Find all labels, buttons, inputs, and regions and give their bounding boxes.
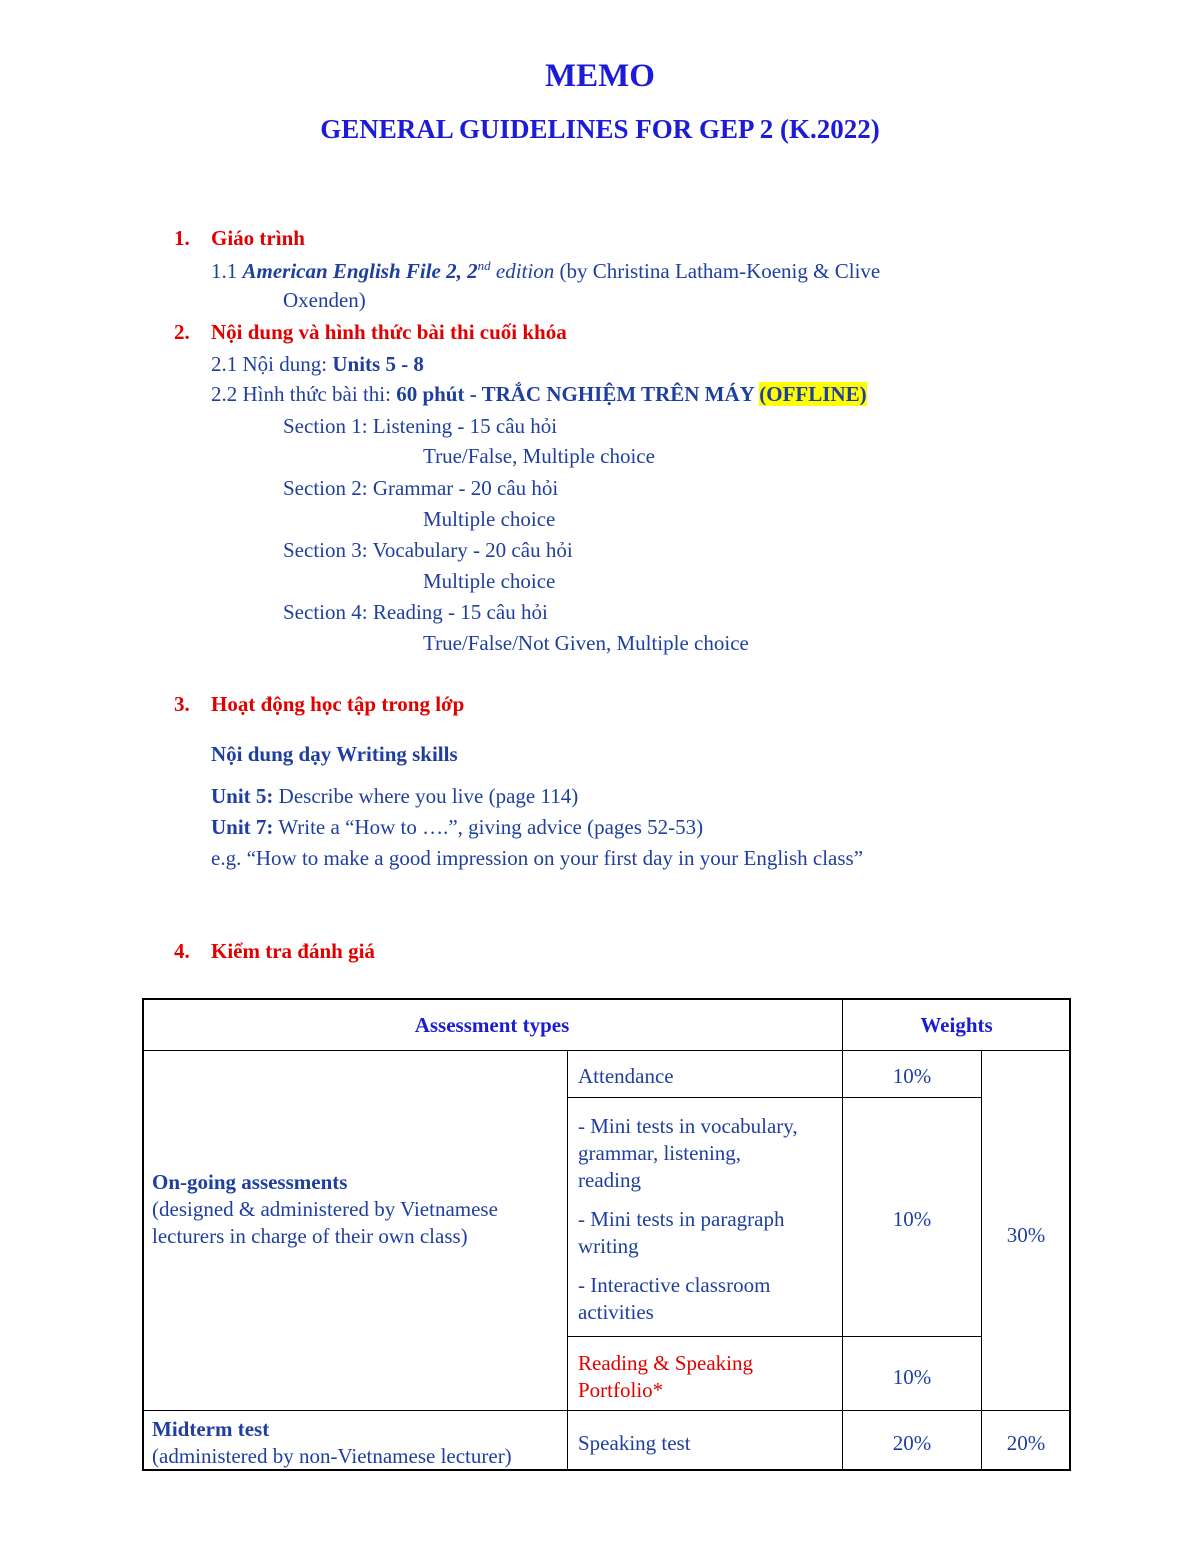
- mini-tests-cell: - Mini tests in vocabulary, grammar, listening, reading - Mini tests in paragraph writing - Interactive classroom activities: [578, 1114, 798, 1324]
- exam-content-line: 2.1 Nội dung: Units 5 - 8: [211, 352, 424, 376]
- header-assessment-types: Assessment types: [414, 1013, 570, 1037]
- textbook-line: 1.1 American English File 2, 2nd edition (by Christina Latham-Koenig & Clive: [211, 258, 881, 283]
- ongoing-desc-1: (designed & administered by Vietnamese: [152, 1197, 498, 1221]
- example-line: e.g. “How to make a good impression on your first day in your English class”: [211, 846, 864, 870]
- exam-section-2: Section 2: Grammar - 20 câu hỏi: [283, 476, 559, 500]
- ongoing-desc-2: lecturers in charge of their own class): [152, 1224, 468, 1248]
- section-3-number: 3.: [174, 692, 190, 716]
- exam-section-1: Section 1: Listening - 15 câu hỏi: [283, 414, 558, 438]
- section-3-heading: Hoạt động học tập trong lớp: [211, 692, 465, 716]
- section-4-number: 4.: [174, 939, 190, 963]
- section-1-heading: Giáo trình: [211, 226, 305, 250]
- speaking-test-weight: 20%: [892, 1431, 932, 1455]
- portfolio-weight: 10%: [892, 1365, 932, 1389]
- ongoing-total-weight: 30%: [1006, 1223, 1046, 1247]
- exam-section-3: Section 3: Vocabulary - 20 câu hỏi: [283, 538, 573, 562]
- exam-section-3-types: Multiple choice: [423, 569, 556, 593]
- speaking-test-label: Speaking test: [578, 1431, 691, 1455]
- unit-5-line: Unit 5: Describe where you live (page 114): [211, 784, 579, 808]
- exam-section-2-types: Multiple choice: [423, 507, 556, 531]
- section-2-number: 2.: [174, 320, 190, 344]
- mini-tests-weight: 10%: [892, 1207, 932, 1231]
- section-2-heading: Nội dung và hình thức bài thi cuối khóa: [211, 320, 567, 344]
- memo-subtitle: GENERAL GUIDELINES FOR GEP 2 (K.2022): [320, 114, 880, 144]
- ongoing-title: On-going assessments: [152, 1170, 348, 1194]
- textbook-authors-cont: Oxenden): [283, 288, 366, 312]
- exam-section-4-types: True/False/Not Given, Multiple choice: [423, 631, 749, 655]
- ongoing-assessments-cell: [152, 1169, 562, 1250]
- section-1-number: 1.: [174, 226, 190, 250]
- assessment-table: [142, 998, 1071, 1471]
- unit-7-line: Unit 7: Write a “How to ….”, giving advice (pages 52-53): [211, 815, 704, 839]
- exam-section-1-types: True/False, Multiple choice: [423, 444, 655, 468]
- midterm-title: Midterm test: [152, 1417, 270, 1441]
- attendance-weight: 10%: [892, 1064, 932, 1088]
- header-weights: Weights: [920, 1013, 993, 1037]
- portfolio-cell: Reading & Speaking Portfolio*: [578, 1351, 753, 1402]
- writing-skills-heading: Nội dung dạy Writing skills: [211, 742, 458, 766]
- memo-title: MEMO: [545, 58, 655, 94]
- attendance-label: Attendance: [578, 1064, 674, 1088]
- midterm-desc: (administered by non-Vietnamese lecturer): [152, 1444, 512, 1468]
- midterm-total-weight: 20%: [1006, 1431, 1046, 1455]
- offline-highlight: (OFFLINE): [759, 382, 867, 406]
- section-4-heading: Kiểm tra đánh giá: [211, 939, 375, 963]
- exam-section-4: Section 4: Reading - 15 câu hỏi: [283, 600, 548, 624]
- exam-format-line: 2.2 Hình thức bài thi: 60 phút - TRẮC NGHIỆM TRÊN MÁY (OFFLINE): [211, 382, 867, 406]
- midterm-cell: [152, 1416, 567, 1470]
